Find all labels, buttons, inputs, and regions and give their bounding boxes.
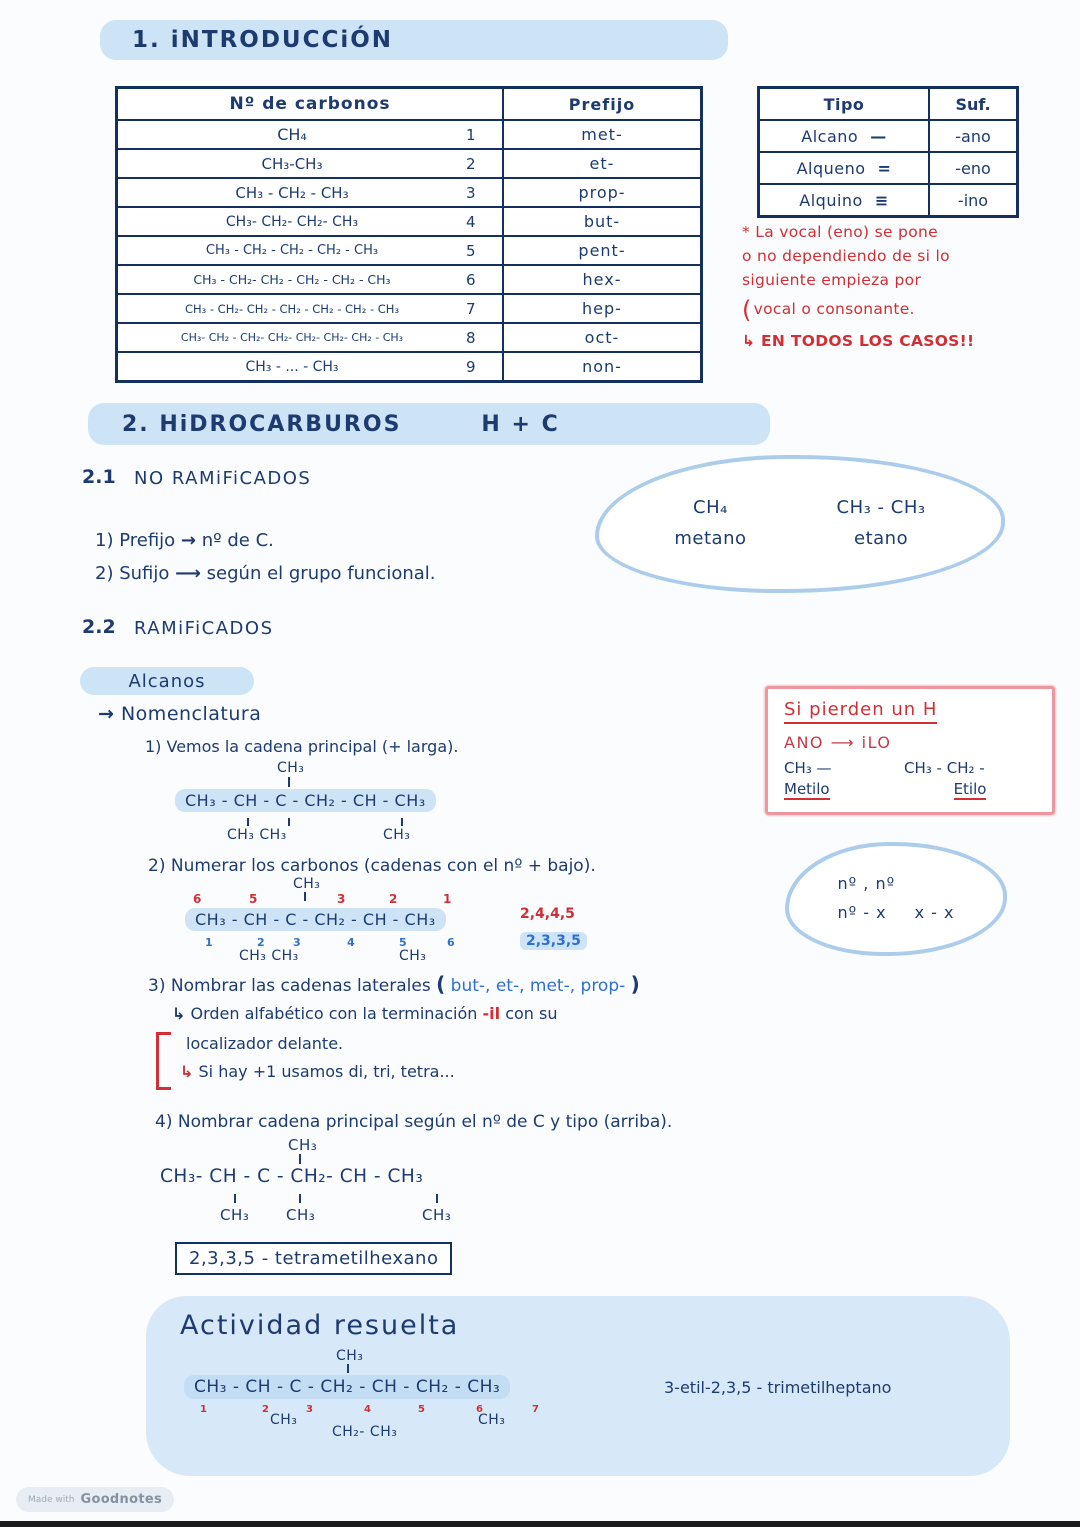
result-name-box: 2,3,3,5 - tetrametilhexano	[175, 1242, 452, 1275]
main-chain: CH₃ - CH - C - CH₂ - CH - CH₂ - CH₃	[184, 1375, 510, 1399]
carbon-number-blue: 3	[293, 936, 301, 949]
header-carbons: Nº de carbonos	[229, 94, 391, 114]
curve-brace-icon: (	[742, 296, 752, 325]
rule-to: iLO	[861, 733, 892, 752]
carbon-number-blue: 1	[205, 936, 213, 949]
bottom-branch-3: CH₃	[478, 1412, 506, 1428]
nomenclature-text: Nomenclatura	[120, 703, 262, 725]
rule2-text: 2) Sufijo	[95, 563, 170, 584]
ethane-formula: CH₃ - CH₃	[836, 497, 926, 519]
suffix-cell: -ano	[928, 121, 1016, 151]
step4-text: 4) Nombrar cadena principal según el nº de C y tipo (arriba).	[155, 1112, 673, 1132]
bond-line	[347, 1364, 349, 1373]
step3-text: 3) Nombrar las cadenas laterales	[148, 976, 431, 996]
carbon-number-blue: 5	[399, 936, 407, 949]
table-row	[760, 119, 1016, 151]
close-paren: )	[630, 972, 640, 996]
count-cell: 2	[466, 154, 476, 173]
formula-cell: CH₃ - ... - CH₃	[245, 358, 339, 375]
ethyl-name: Etilo	[953, 780, 987, 798]
lose-hydrogen-box	[765, 686, 1055, 815]
carbon-number-red: 6	[476, 1404, 483, 1415]
formula-cell: CH₃-CH₃	[261, 154, 323, 173]
radical-examples	[784, 759, 1036, 800]
bottom-branch-2: CH₃	[286, 1206, 316, 1224]
step3-sub1a-text: Orden alfabético con la terminación	[190, 1004, 478, 1023]
vowel-note-line5-text: EN TODOS LOS CASOS!!	[761, 332, 975, 351]
right-arrow-icon: →	[98, 703, 115, 725]
subsection-22-title: RAMiFiCADOS	[134, 618, 274, 639]
prefix-cell: et-	[502, 150, 700, 177]
rule-prefix	[95, 530, 274, 551]
activity-section	[146, 1296, 1010, 1476]
vowel-note-line3: siguiente empieza por	[742, 271, 922, 290]
prefix-cell: hep-	[502, 295, 700, 322]
carbon-number-red: 3	[337, 892, 346, 906]
numbering-rule-line1: nº , nº	[837, 874, 896, 894]
carbon-number-red: 6	[193, 892, 202, 906]
right-arrow-icon: ⟶	[175, 563, 201, 584]
bottom-branch-right: CH₃	[383, 827, 411, 843]
alkanes-heading	[80, 667, 254, 695]
prefix-cell: oct-	[502, 324, 700, 351]
carbon-number-red: 2	[262, 1404, 269, 1415]
step3-sub1	[172, 1004, 558, 1023]
section1-title	[100, 20, 728, 60]
triple-bond-icon: ≡	[874, 190, 889, 210]
header-tipo: Tipo	[823, 94, 865, 114]
step3-sub3-text: Si hay +1 usamos di, tri, tetra...	[198, 1062, 455, 1081]
prefix-cell: pent-	[502, 237, 700, 264]
bond-line	[288, 818, 290, 826]
goodnotes-logo: Goodnotes	[80, 1492, 162, 1507]
ano-ilo-rule	[784, 733, 1036, 752]
rule-n-x: nº - x	[837, 903, 887, 922]
numbering-option-red: 2,4,4,5	[520, 906, 575, 922]
formula-cell: CH₃ - CH₂- CH₂ - CH₂ - CH₂ - CH₃	[193, 272, 391, 287]
header-prefix: Prefijo	[502, 89, 700, 119]
section2-formula: H + C	[481, 411, 560, 437]
carbon-number-red: 4	[364, 1404, 371, 1415]
type-suffix-table	[757, 86, 1019, 218]
screen-edge	[0, 1521, 1080, 1527]
rule-suffix	[95, 563, 436, 584]
bottom-branch-3: CH₃	[422, 1206, 452, 1224]
bond-line	[299, 1194, 301, 1203]
double-bond-icon: =	[877, 158, 892, 178]
prefix-cell: non-	[502, 353, 700, 380]
bond-line	[288, 777, 290, 787]
step2-text: 2) Numerar los carbonos (cadenas con el nº + bajo).	[148, 856, 596, 876]
table-row	[118, 351, 700, 380]
table-row	[118, 293, 700, 322]
count-cell: 5	[466, 241, 476, 260]
bottom-branch-2: CH₂- CH₃	[332, 1424, 398, 1440]
right-arrow-icon: ⟶	[830, 733, 856, 752]
bond-line	[247, 818, 249, 826]
red-bracket	[156, 1032, 171, 1090]
structural-formula-step2	[185, 876, 745, 976]
cloud-examples	[674, 493, 925, 554]
vowel-note-line2: o no dependiendo de si lo	[742, 247, 950, 266]
bond-line	[304, 892, 306, 901]
bottom-branch-1: CH₃	[270, 1412, 298, 1428]
table-row	[118, 119, 700, 148]
bond-line	[436, 1194, 438, 1203]
carbon-number-red: 1	[443, 892, 452, 906]
table-header-row	[760, 89, 1016, 119]
type-name: Alcano	[801, 126, 859, 146]
vowel-note-line4	[742, 292, 1042, 329]
bond-line	[234, 1194, 236, 1203]
count-cell: 9	[466, 357, 476, 376]
formula-cell: CH₄	[277, 125, 307, 144]
count-cell: 3	[466, 183, 476, 202]
type-cell	[760, 127, 928, 146]
count-cell: 6	[466, 270, 476, 289]
table-row	[760, 183, 1016, 215]
section2-title	[88, 403, 770, 445]
type-name: Alquino	[799, 190, 863, 210]
activity-formula	[184, 1348, 664, 1473]
methyl-formula: CH₃ —	[784, 759, 832, 777]
table-row	[118, 148, 700, 177]
header-suf: Suf.	[928, 89, 1016, 119]
carbon-number-red: 7	[532, 1404, 539, 1415]
numbering-option-blue: 2,3,3,5	[520, 932, 587, 950]
ethane-name: etano	[854, 528, 909, 549]
bond-line	[401, 818, 403, 826]
subsection-21-number: 2.1	[82, 466, 116, 488]
alkanes-heading-text: Alcanos	[128, 670, 206, 692]
table-row	[118, 264, 700, 293]
table-row	[118, 235, 700, 264]
step3-groups: but-, et-, met-, prop-	[450, 976, 626, 996]
il-suffix: -il	[482, 1004, 501, 1023]
table-row	[760, 151, 1016, 183]
numbering-rule-cloud	[785, 842, 1007, 956]
top-branch: CH₃	[293, 876, 321, 892]
open-paren: (	[436, 972, 446, 996]
rule-x-x: x - x	[914, 903, 955, 922]
nomenclature-line	[98, 703, 261, 725]
table-row	[118, 322, 700, 351]
formula-cell: CH₃- CH₂ - CH₂- CH₂- CH₂- CH₂- CH₂ - CH₃	[180, 331, 404, 344]
carbon-number-red: 1	[200, 1404, 207, 1415]
type-cell	[760, 191, 928, 210]
table-header-row	[118, 89, 700, 119]
methane-name: metano	[674, 528, 747, 549]
methane-formula: CH₄	[693, 497, 728, 519]
carbon-number-blue: 2	[257, 936, 265, 949]
branch-arrow-icon: ↳	[742, 332, 756, 351]
type-name: Alqueno	[796, 158, 866, 178]
top-branch: CH₃	[277, 760, 305, 776]
rule1-target: nº de C.	[201, 530, 274, 551]
carbon-number-red: 5	[418, 1404, 425, 1415]
formula-cell: CH₃- CH₂- CH₂- CH₃	[225, 213, 359, 230]
rule1-text: 1) Prefijo	[95, 530, 176, 551]
carbon-prefix-table	[115, 86, 703, 383]
structural-formula-step1	[175, 760, 545, 848]
made-with-label: Made with	[28, 1494, 75, 1505]
table-row	[118, 206, 700, 235]
main-chain: CH₃- CH - C - CH₂- CH - CH₃	[160, 1166, 424, 1187]
bottom-branch-right: CH₃	[399, 948, 427, 964]
branch-arrow-icon: ↳	[180, 1062, 194, 1081]
suffix-cell: -ino	[928, 185, 1016, 215]
example-ethane	[837, 493, 926, 554]
carbon-number-red: 2	[389, 892, 398, 906]
count-cell: 1	[466, 125, 476, 144]
carbon-number-red: 3	[306, 1404, 313, 1415]
vowel-note-emphasis	[742, 329, 1042, 353]
single-bond-icon: —	[870, 126, 887, 146]
main-chain: CH₃ - CH - C - CH₂ - CH - CH₃	[185, 908, 446, 931]
right-arrow-icon: →	[180, 530, 196, 551]
table-row	[118, 177, 700, 206]
activity-title: Actividad resuelta	[180, 1310, 460, 1341]
step3-sub3	[180, 1062, 455, 1081]
structural-formula-step4	[160, 1136, 580, 1231]
goodnotes-badge	[16, 1487, 174, 1512]
carbon-number-red: 5	[249, 892, 258, 906]
step3-line	[148, 972, 640, 996]
step1-text: 1) Vemos la cadena principal (+ larga).	[145, 737, 459, 756]
step3-sub1b-text: con su	[505, 1004, 558, 1023]
carbon-number-blue: 4	[347, 936, 355, 949]
prefix-cell: but-	[502, 208, 700, 235]
formula-cell: CH₃ - CH₂ - CH₂ - CH₂ - CH₃	[205, 243, 379, 258]
top-branch: CH₃	[336, 1348, 364, 1364]
vowel-note-line1: * La vocal (eno) se pone	[742, 223, 938, 241]
formula-cell: CH₃ - CH₂- CH₂ - CH₂ - CH₂ - CH₂ - CH₃	[184, 301, 400, 316]
example-methane	[674, 493, 746, 554]
bottom-branches-left: CH₃ CH₃	[227, 827, 287, 843]
vowel-note	[742, 220, 1042, 353]
carbon-number-blue: 6	[447, 936, 455, 949]
activity-answer: 3-etil-2,3,5 - trimetilheptano	[664, 1378, 892, 1397]
subsection-21-title: NO RAMiFiCADOS	[134, 468, 312, 489]
section2-title-text: 2. HiDROCARBUROS	[122, 411, 402, 437]
suffix-cell: -eno	[928, 153, 1016, 183]
subsection-22-number: 2.2	[82, 616, 116, 638]
formula-cell: CH₃ - CH₂ - CH₃	[235, 183, 349, 202]
ethyl-formula: CH₃ - CH₂ -	[904, 759, 985, 777]
section1-title-text: 1. iNTRODUCCiÓN	[132, 27, 394, 53]
rule2-target: según el grupo funcional.	[206, 563, 436, 584]
main-chain: CH₃ - CH - C - CH₂ - CH - CH₃	[175, 789, 436, 812]
branch-arrow-icon: ↳	[172, 1004, 186, 1023]
numbering-rule-line2	[838, 899, 955, 928]
prefix-cell: met-	[502, 121, 700, 148]
box-title: Si pierden un H	[784, 699, 937, 724]
numbering-rules	[838, 870, 955, 928]
count-cell: 4	[466, 212, 476, 231]
type-cell	[760, 159, 928, 178]
vowel-note-line4-text: vocal o consonante.	[753, 300, 915, 319]
bottom-branches-left: CH₃ CH₃	[239, 948, 299, 964]
bond-line	[299, 1154, 301, 1164]
examples-cloud	[595, 455, 1005, 593]
methyl-name: Metilo	[784, 780, 830, 798]
prefix-cell: hex-	[502, 266, 700, 293]
rule-from: ANO	[784, 733, 825, 752]
top-branch: CH₃	[288, 1136, 318, 1154]
count-cell: 8	[466, 328, 476, 347]
step3-sub2-text: localizador delante.	[186, 1034, 344, 1053]
count-cell: 7	[466, 299, 476, 318]
prefix-cell: prop-	[502, 179, 700, 206]
bottom-branch-1: CH₃	[220, 1206, 250, 1224]
